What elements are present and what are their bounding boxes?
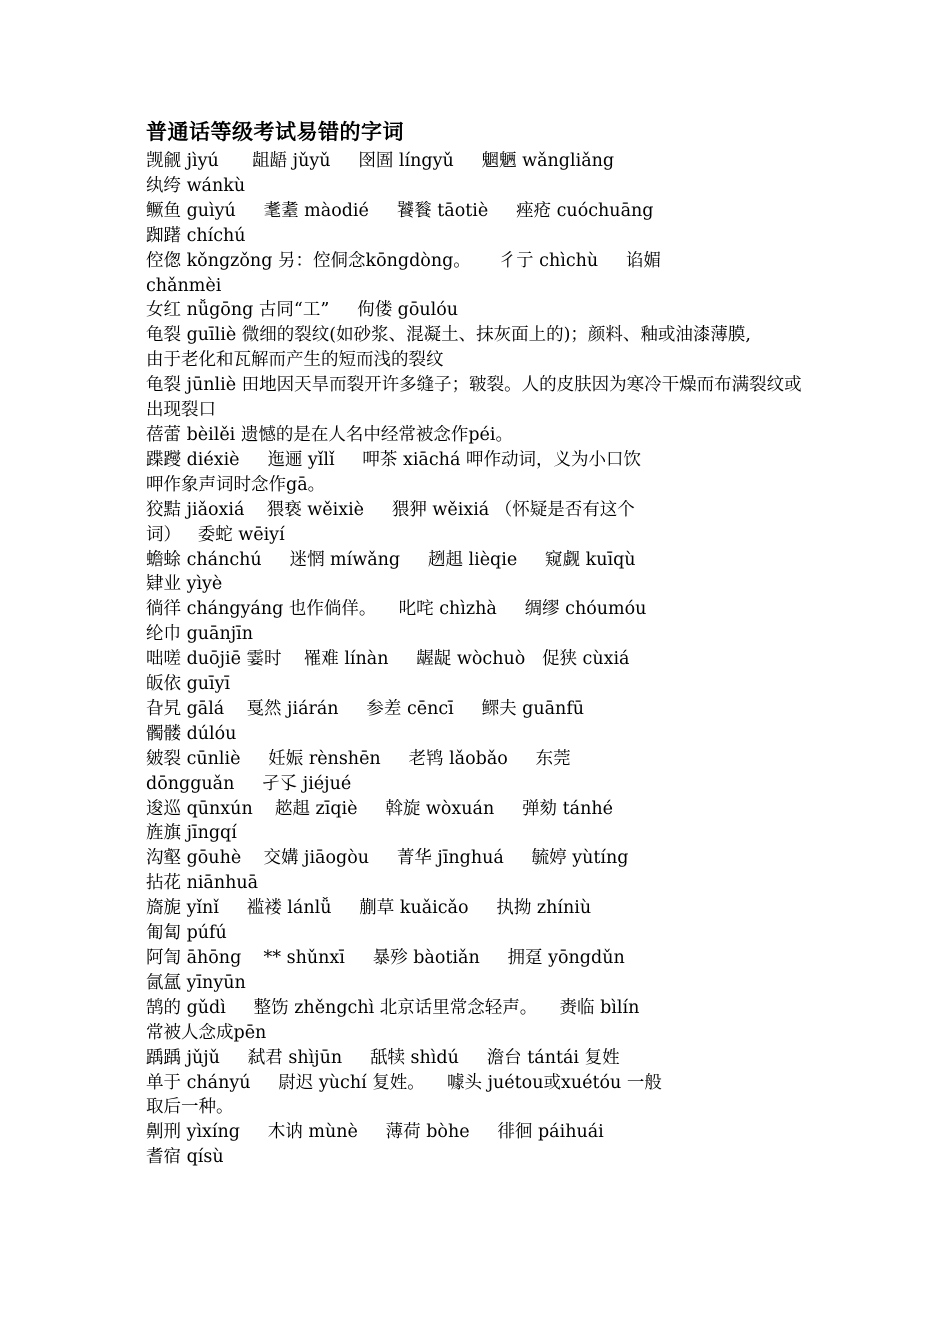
text-line: 咄嗟 duōjiē 霎时 罹难 línàn 龌龊 wòchuò 促狭 cùxiá (146, 649, 630, 670)
text-line: 匍匐 púfú (146, 923, 227, 944)
text-line: 女红 nǚgōng 古同“工” 佝偻 gōulóu (146, 300, 459, 321)
text-line: 鹄的 gǔdì 整饬 zhěngchì 北京话里常念轻声。 赉临 bìlín (146, 997, 640, 1018)
text-line: 髑髅 dúlóu (146, 723, 237, 744)
text-line: 逡巡 qūnxún 趑趄 zīqiè 斡旋 wòxuán 弹劾 tánhé (146, 798, 613, 819)
text-line: 旌旗 jīngqí (146, 823, 237, 844)
text-line: 倥偬 kǒngzǒng 另：倥侗念kōngdòng。 彳亍 chìchù 谄媚 (146, 250, 661, 271)
text-line: 耆宿 qísù (146, 1147, 224, 1168)
document-page (146, 118, 810, 1170)
text-line: 龟裂 guīliè 微细的裂纹(如砂浆、混凝土、抹灰面上的)；颜料、釉或油漆薄膜, (146, 325, 751, 346)
text-line: 单于 chányú 尉迟 yùchí 复姓。 噱头 juétou或xuétóu 一般 (146, 1072, 662, 1093)
text-line: 蹀躞 diéxiè 迤逦 yǐlǐ 呷茶 xiāchá 呷作动词，义为小口饮 (146, 449, 641, 470)
text-line: 龟裂 jūnliè 田地因天旱而裂开许多缝子；皲裂。人的皮肤因为寒冷干燥而布满裂纹或出现裂口 (146, 375, 802, 421)
text-line: 踟躇 chíchú (146, 225, 246, 246)
text-line: 皈依 guīyī (146, 674, 231, 695)
document-title: 普通话等级考试易错的字词 (146, 120, 404, 144)
text-line: dōngguǎn 孑孓 jiéjué (146, 773, 352, 794)
text-line: 阿訇 āhōng ** shǔnxī 暴殄 bàotiǎn 拥趸 yōngdǔn (146, 948, 625, 968)
text-line: 徜徉 chángyáng 也作倘佯。 叱咤 chìzhà 绸缪 chóumóu (146, 599, 647, 620)
text-line: 纶巾 guānjīn (146, 624, 254, 645)
text-line: 氤氲 yīnyūn (146, 972, 246, 993)
text-line: 狡黠 jiǎoxiá 猥亵 wěixiè 猥狎 wěixiá （怀疑是否有这个 (146, 499, 635, 520)
text-line: 呷作象声词时念作gā。 (146, 474, 326, 495)
text-line: 劓刑 yìxíng 木讷 mùnè 薄荷 bòhe 徘徊 páihuái (146, 1122, 604, 1143)
text-line: 拈花 niānhuā (146, 873, 259, 894)
text-line: 常被人念成pēn (146, 1022, 267, 1043)
text-line: 皴裂 cūnliè 妊娠 rènshēn 老鸨 lǎobǎo 东莞 (146, 748, 571, 769)
vocabulary-list (146, 149, 810, 1170)
text-line: 沟壑 gōuhè 交媾 jiāogòu 菁华 jīnghuá 毓婷 yùtíng (146, 848, 629, 869)
text-line: chǎnmèi (146, 275, 222, 296)
text-line: 觊觎 jìyú 龃龉 jǔyǔ 囹圄 língyǔ 魍魉 wǎngliǎng (146, 151, 615, 171)
text-line: 旮旯 gālá 戛然 jiárán 参差 cēncī 鳏夫 guānfū (146, 698, 585, 719)
text-line: 肄业 yìyè (146, 574, 223, 595)
text-line: 由于老化和瓦解而产生的短而浅的裂纹 (146, 350, 444, 371)
text-line: 踽踽 jǔjǔ 弑君 shìjūn 舐犊 shìdú 澹台 tántái 复姓 (146, 1047, 620, 1068)
text-line: 鳜鱼 guìyú 耄耋 màodié 饕餮 tāotiè 痤疮 cuóchuāng (146, 200, 654, 221)
text-line: 旖旎 yǐnǐ 褴褛 lánlǚ 蒯草 kuǎicǎo 执拗 zhíniù (146, 898, 592, 919)
text-line: 纨绔 wánkù (146, 175, 246, 196)
text-line: 词） 委蛇 wēiyí (146, 524, 285, 545)
text-line: 蟾蜍 chánchú 迷惘 míwǎng 趔趄 lièqie 窥觑 kuīqù (146, 549, 636, 570)
text-line: 取后一种。 (146, 1097, 234, 1118)
text-line: 蓓蕾 bèilěi 遗憾的是在人名中经常被念作péi。 (146, 424, 513, 445)
